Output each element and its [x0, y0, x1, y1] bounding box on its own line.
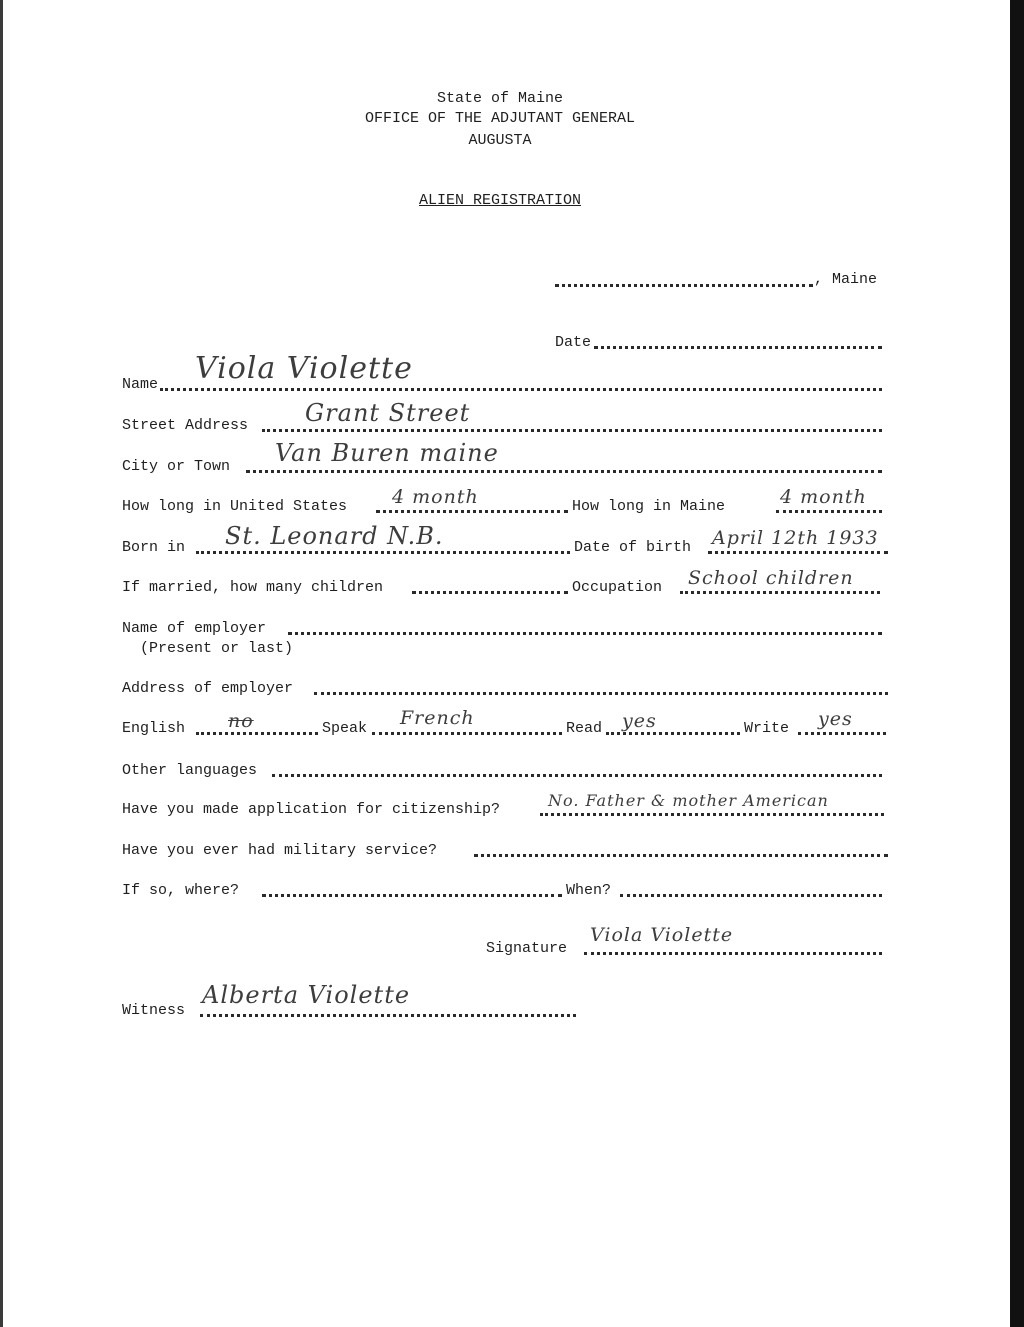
how-long-maine-value: 4 month — [780, 486, 867, 508]
employer-name-field-line — [288, 628, 882, 635]
if-so-where-label: If so, where? — [122, 882, 240, 899]
employer-note: (Present or last) — [140, 640, 294, 657]
english-label: English — [122, 720, 186, 737]
born-in-label: Born in — [122, 539, 186, 556]
city-value: Van Buren maine — [275, 439, 499, 467]
date-of-birth-value: April 12th 1933 — [712, 527, 879, 549]
if-so-where-field-line — [262, 890, 562, 897]
occupation-value: School children — [688, 567, 854, 589]
write-value: yes — [818, 708, 853, 730]
employer-address-label: Address of employer — [122, 680, 294, 697]
city-label: City or Town — [122, 458, 231, 475]
speak-value: French — [400, 707, 475, 729]
read-label: Read — [566, 720, 603, 737]
read-value: yes — [622, 710, 657, 732]
married-children-label: If married, how many children — [122, 579, 384, 596]
header-office: OFFICE OF THE ADJUTANT GENERAL — [364, 110, 636, 127]
signature-label: Signature — [486, 940, 568, 957]
english-value: no — [228, 710, 254, 732]
when-label: When? — [566, 882, 612, 899]
citizenship-value: No. Father & mother American — [548, 791, 829, 810]
military-label: Have you ever had military service? — [122, 842, 438, 859]
citizenship-label: Have you made application for citizenship? — [122, 801, 501, 818]
witness-value: Alberta Violette — [202, 981, 411, 1009]
date-of-birth-label: Date of birth — [574, 539, 692, 556]
when-field-line — [620, 890, 882, 897]
military-field-line — [474, 850, 888, 857]
witness-label: Witness — [122, 1002, 186, 1019]
city-field-line — [246, 466, 882, 473]
date-field-line — [594, 342, 882, 349]
name-label: Name — [122, 376, 159, 393]
signature-value: Viola Violette — [590, 924, 734, 946]
english-field-line — [196, 728, 318, 735]
signature-field-line — [584, 948, 882, 955]
header-state: State of Maine — [436, 90, 564, 107]
place-suffix: , Maine — [814, 271, 878, 288]
header-city: AUGUSTA — [468, 132, 532, 149]
how-long-maine-label: How long in Maine — [572, 498, 726, 515]
scan-right-edge — [1010, 0, 1024, 1327]
employer-address-field-line — [314, 688, 888, 695]
witness-field-line — [200, 1010, 576, 1017]
born-in-value: St. Leonard N.B. — [225, 522, 444, 550]
write-label: Write — [744, 720, 790, 737]
place-field-line — [555, 280, 813, 287]
how-long-us-value: 4 month — [392, 486, 479, 508]
how-long-us-label: How long in United States — [122, 498, 348, 515]
street-address-label: Street Address — [122, 417, 249, 434]
date-label: Date — [555, 334, 592, 351]
street-address-value: Grant Street — [305, 399, 471, 427]
other-languages-label: Other languages — [122, 762, 258, 779]
name-value: Viola Violette — [195, 351, 413, 386]
employer-name-label: Name of employer — [122, 620, 267, 637]
form-title: ALIEN REGISTRATION — [418, 192, 582, 209]
other-languages-field-line — [272, 770, 882, 777]
married-children-field-line — [412, 587, 568, 594]
speak-label: Speak — [322, 720, 368, 737]
occupation-label: Occupation — [572, 579, 663, 596]
